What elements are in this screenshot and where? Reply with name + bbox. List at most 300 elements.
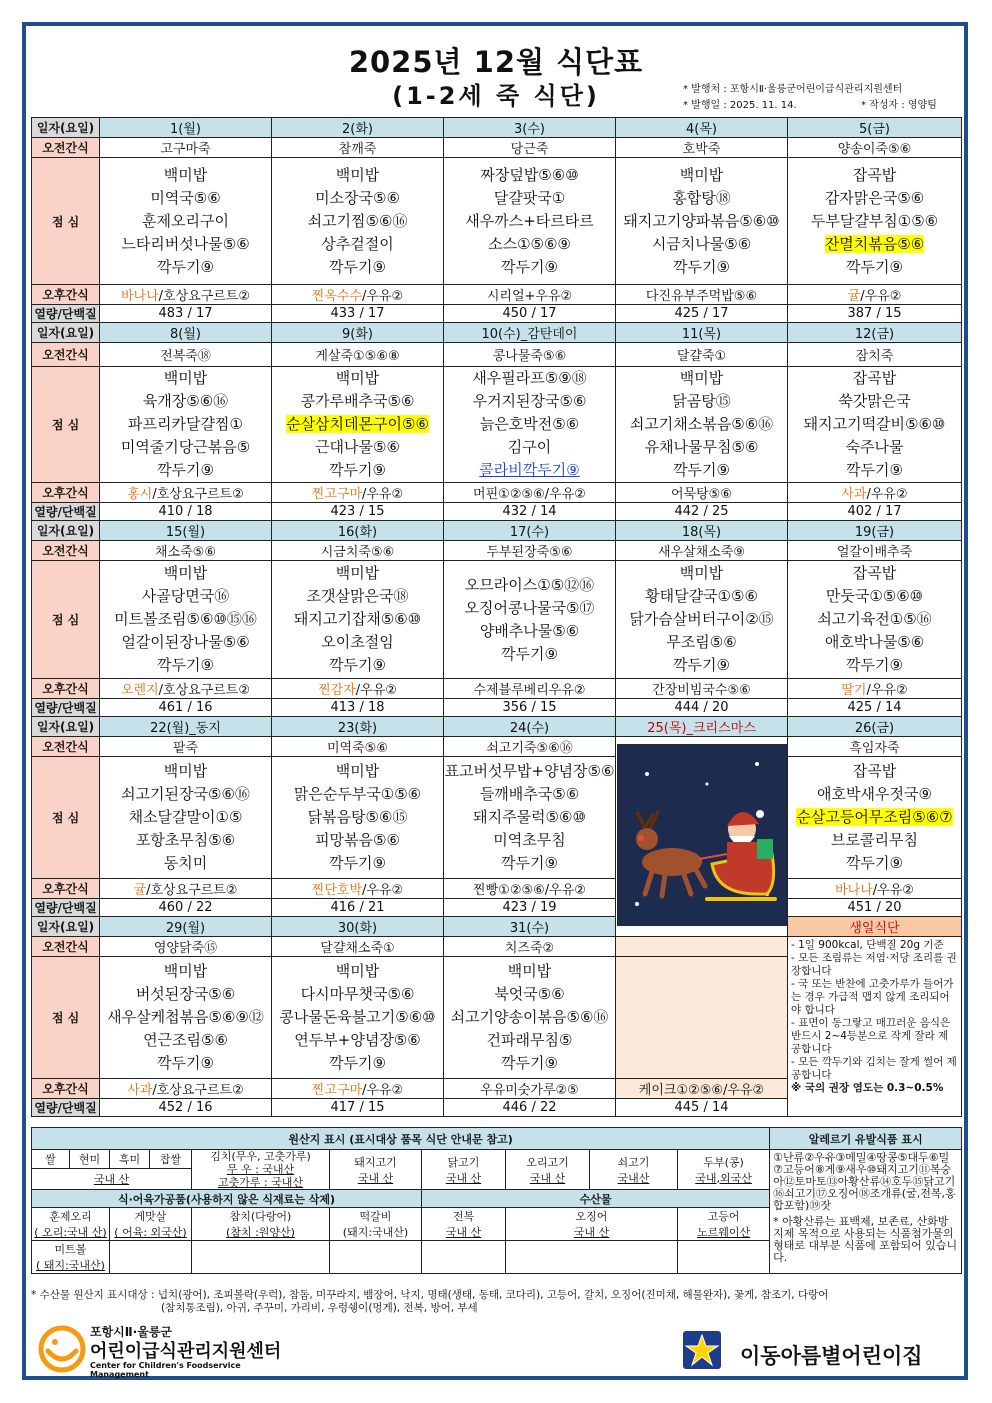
lunch-item [100, 983, 271, 1006]
empty-cell [678, 1241, 770, 1274]
lunch-menu [788, 367, 962, 483]
lunch-item [272, 960, 443, 983]
lunch-item [272, 1006, 443, 1029]
lunch-item [788, 233, 961, 256]
footnote-line2: (참치통조림), 아귀, 주꾸미, 가리비, 우렁쉥이(멍게), 전복, 방어, 부세 [161, 1302, 478, 1314]
lunch-item-text: 김구이 [507, 438, 552, 456]
pm-snack-fruit: 찐옥수수 [311, 289, 363, 304]
lunch-item [616, 585, 787, 608]
christmas-sleigh-icon [617, 744, 787, 926]
lunch-item [616, 210, 787, 233]
lunch-item [272, 760, 443, 783]
lunch-menu [616, 158, 788, 285]
lunch-item-text: 깍두기⑨ [846, 656, 903, 674]
lunch-item [272, 436, 443, 459]
lunch-item [788, 436, 961, 459]
center-logo [38, 1325, 298, 1379]
duck-label: 오리고기 [526, 1155, 569, 1169]
lunch-item [272, 608, 443, 631]
lunch-item-text: 새우까스+타르타르 [465, 211, 594, 230]
lunch-item-text: 백미밥 [163, 962, 208, 980]
allergy-note: * 아황산류는 표백제, 보존료, 산화방지제 목적으로 사용되는 식품첨가물의 형태로 대부분 식품에 포함되어 있습니다. [773, 1215, 958, 1264]
lunch-item-text: 백미밥 [163, 564, 208, 582]
publisher: * 발행처 : 포항시Ⅱ·울릉군어린이급식관리지원센터 [683, 84, 903, 95]
am-snack: 달걀죽① [616, 343, 788, 367]
pm-snack [444, 285, 616, 305]
lunch-menu [272, 957, 444, 1079]
am-snack: 영양닭죽⑮ [100, 937, 272, 957]
am-snack: 치즈죽② [444, 937, 616, 957]
lunch-item-text: 콩가루배추국⑤⑥ [300, 392, 415, 410]
lunch-item-text: 새우살케첩볶음⑤⑥⑨⑫ [107, 1008, 264, 1026]
lunch-item [444, 760, 615, 783]
allergy-info [770, 1150, 962, 1274]
lunch-item [272, 413, 443, 436]
calorie-protein: 356 / 15 [444, 699, 616, 717]
seafood-squid-value: 국내 산 [573, 1226, 610, 1239]
calorie-protein: 402 / 17 [788, 503, 962, 521]
lunch-item [100, 459, 271, 482]
lunch-item [100, 585, 271, 608]
lunch-item-text: 근대나물⑤⑥ [315, 438, 400, 456]
pm-snack [272, 879, 444, 899]
page-subtitle: (1-2세 죽 식단) [392, 82, 600, 110]
day-header: 9(화) [272, 323, 444, 343]
tofu-label: 두부(콩) [703, 1155, 744, 1169]
pm-snack-fruit: 사과 [127, 1083, 153, 1098]
processed-tteokgalbi [330, 1208, 422, 1241]
empty-cell [422, 1241, 506, 1274]
day-header: 25(목)_크리스마스 [616, 717, 788, 737]
lunch-item [272, 806, 443, 829]
processed-meatball-value: ( 돼지:국내산) [36, 1259, 105, 1272]
pork-value: 국내 산 [357, 1171, 394, 1185]
day-header: 2(화) [272, 118, 444, 138]
lunch-item [616, 562, 787, 585]
day-header: 26(금) [788, 717, 962, 737]
lunch-item-text: 깍두기⑨ [329, 257, 386, 276]
lunch-item-text: 양배추나물⑤⑥ [479, 621, 580, 640]
pm-snack-rest: /우유② [362, 883, 404, 898]
pm-snack [444, 1079, 616, 1099]
calorie-protein: 432 / 14 [444, 503, 616, 521]
lunch-item [100, 210, 271, 233]
seafood-title: 수산물 [422, 1190, 770, 1208]
lunch-item [616, 608, 787, 631]
kimchi-radish: 무 우 : 국내산 [226, 1163, 295, 1176]
lunch-item-text: 짜장덮밥⑤⑥⑩ [480, 165, 579, 184]
publish-date: * 발행일 : 2025. 11. 14. [683, 100, 797, 111]
daycare-name: 이동아름별어린이집 [740, 1344, 923, 1368]
lunch-menu [444, 367, 616, 483]
lunch-item [444, 983, 615, 1006]
lunch-item [100, 783, 271, 806]
lunch-item-text: 백미밥 [163, 165, 208, 184]
lunch-menu [100, 158, 272, 285]
pork-origin [330, 1150, 422, 1190]
pm-snack [788, 679, 962, 699]
lunch-item-text: 깍두기⑨ [501, 644, 558, 663]
pm-snack-fruit: 귤 [133, 883, 147, 898]
lunch-item [272, 367, 443, 390]
processed-duck-label: 훈제오리 [49, 1210, 92, 1223]
lunch-item-text: 파프리카달걀찜① [128, 415, 243, 433]
calorie-protein: 410 / 18 [100, 503, 272, 521]
lunch-item-text: 백미밥 [335, 962, 380, 980]
lunch-item [788, 852, 961, 875]
pm-snack-fruit: 찐고구마 [311, 1083, 363, 1098]
processed-tteokgalbi-label: 떡갈비 [359, 1210, 392, 1223]
grain-rice: 쌀 [32, 1150, 70, 1169]
lunch-item-text: 깍두기⑨ [329, 1054, 386, 1072]
lunch-item [788, 413, 961, 436]
lunch-item-text: 미역줄기당근볶음⑤ [120, 438, 251, 456]
pm-snack [616, 679, 788, 699]
pm-snack-rest: /우유② [355, 683, 397, 698]
am-snack: 두부된장죽⑤⑥ [444, 541, 616, 561]
christmas-image [616, 737, 788, 937]
pm-snack [616, 285, 788, 305]
lunch-item [100, 187, 271, 210]
lunch-item [616, 631, 787, 654]
lunch-menu [788, 757, 962, 879]
lunch-item-text: 오이초절임 [321, 633, 394, 651]
lunch-item [272, 783, 443, 806]
calorie-label: 열량/단백질 [32, 305, 100, 323]
lunch-item [444, 1052, 615, 1075]
processed-duck-value: ( 오리:국내 산) [34, 1226, 107, 1239]
calorie-protein: 416 / 21 [272, 899, 444, 917]
guide-note: - 1일 900kcal, 단백질 20g 기준 [791, 939, 944, 951]
seafood-abalone-label: 전복 [452, 1210, 475, 1223]
lunch-item-text: 백미밥 [163, 369, 208, 387]
am-snack: 시금치죽⑤⑥ [272, 541, 444, 561]
lunch-label: 점 심 [32, 561, 100, 679]
lunch-item [788, 459, 961, 482]
lunch-item [100, 367, 271, 390]
calorie-protein: 451 / 20 [788, 899, 962, 917]
lunch-item-text: 잡곡밥 [852, 564, 897, 582]
lunch-item [616, 654, 787, 677]
pm-snack-label: 오후간식 [32, 679, 100, 699]
lunch-item [100, 413, 271, 436]
pm-snack-rest: /우유② [362, 1083, 404, 1098]
lunch-item-text: 백미밥 [335, 165, 380, 184]
day-header: 11(목) [616, 323, 788, 343]
am-snack: 팥죽 [100, 737, 272, 757]
allergy-list: ①난류②우유③메밀④땅콩⑤대두⑥밀⑦고등어⑧게⑨새우⑩돼지고기⑪복숭아⑫토마토⑬아황산류⑭호두⑮닭고기⑯쇠고기⑰오징어⑱조개류(굴,전복,홍합포함)⑲잣 [773, 1151, 956, 1212]
lunch-item [272, 210, 443, 233]
lunch-item [100, 631, 271, 654]
kimchi-origin [192, 1150, 330, 1190]
kimchi-pepper: 고춧가루 : 국내산 [217, 1176, 304, 1189]
lunch-item-text: 달걀팟국① [493, 188, 566, 207]
day-header: 3(수) [444, 118, 616, 138]
lunch-item-text: 깍두기⑨ [157, 656, 214, 674]
lunch-item-text: 숙주나물 [845, 438, 904, 456]
day-header: 22(월)_동지 [100, 717, 272, 737]
lunch-item [788, 806, 961, 829]
lunch-item-text: 버섯된장국⑤⑥ [135, 985, 236, 1003]
beef-label: 쇠고기 [617, 1155, 650, 1169]
lunch-label: 점 심 [32, 158, 100, 285]
day-header: 30(화) [272, 917, 444, 937]
allergy-title: 알레르기 유발식품 표시 [770, 1128, 962, 1150]
lunch-item [100, 608, 271, 631]
pm-snack [100, 879, 272, 899]
lunch-item-text: 오므라이스①⑤⑫⑯ [464, 575, 595, 594]
pm-snack-rest: 수제블루베리우유② [473, 683, 586, 698]
lunch-item-text: 백미밥 [335, 762, 380, 780]
guide-note: - 표면이 동그랗고 매끄러운 음식은 반드시 2~4등분으로 작게 잘라 제공합니다 [791, 1017, 951, 1055]
processed-tuna [192, 1208, 330, 1241]
birthday-lunch-empty [616, 957, 788, 1079]
pm-snack-fruit: 귤 [847, 289, 861, 304]
pm-snack [444, 879, 616, 899]
pm-snack-rest: /우유② [866, 487, 908, 502]
day-header: 4(목) [616, 118, 788, 138]
lunch-menu [272, 158, 444, 285]
lunch-item-text: 깍두기⑨ [501, 1054, 558, 1072]
seafood-mackerel [678, 1208, 770, 1241]
lunch-item-text: 홍합탕⑱ [672, 188, 731, 207]
am-snack: 잠치죽 [788, 343, 962, 367]
calorie-protein: 444 / 20 [616, 699, 788, 717]
publish-info [683, 82, 937, 114]
processed-crab-label: 게맛살 [134, 1210, 167, 1223]
lunch-item-text: 얼갈이된장나물⑤⑥ [121, 633, 250, 651]
lunch-item-text: 표고버섯무밥+양념장⑤⑥ [444, 762, 615, 780]
calorie-label: 열량/단백질 [32, 503, 100, 521]
pm-snack-rest: 다진유부주먹밥⑤⑥ [645, 289, 758, 304]
pm-snack-label: 오후간식 [32, 879, 100, 899]
lunch-item-text: 닭가슴살버터구이②⑮ [629, 610, 774, 628]
lunch-item-text: 소스①⑤⑥⑨ [488, 234, 571, 253]
lunch-item [788, 164, 961, 187]
lunch-item [444, 459, 615, 482]
tofu-origin [678, 1150, 770, 1190]
lunch-item-text: 미트볼조림⑤⑥⑩⑮⑯ [114, 610, 257, 628]
lunch-item [100, 829, 271, 852]
am-snack: 쇠고기죽⑤⑥⑯ [444, 737, 616, 757]
processed-crab [110, 1208, 192, 1241]
lunch-item-text: 잡곡밥 [852, 369, 897, 387]
lunch-item [616, 256, 787, 279]
lunch-item-text: 동치미 [163, 854, 208, 872]
lunch-item [616, 413, 787, 436]
lunch-item [272, 233, 443, 256]
lunch-item [788, 562, 961, 585]
pm-snack-fruit: 홍시 [127, 487, 153, 502]
duck-origin [506, 1150, 590, 1190]
pm-snack [788, 483, 962, 503]
am-snack: 새우살채소죽⑨ [616, 541, 788, 561]
day-header: 1(월) [100, 118, 272, 138]
lunch-item-text: 깍두기⑨ [846, 854, 903, 872]
lunch-item [272, 390, 443, 413]
calorie-protein: 445 / 14 [616, 1099, 788, 1117]
lunch-item [100, 760, 271, 783]
pm-snack [100, 1079, 272, 1099]
lunch-item [100, 654, 271, 677]
birthday-am-empty [616, 937, 788, 957]
lunch-item-text: 피망볶음⑤⑥ [315, 831, 400, 849]
lunch-item [272, 164, 443, 187]
lunch-item-text: 미소장국⑤⑥ [315, 188, 400, 207]
day-header: 10(수)_감탄데이 [444, 323, 616, 343]
lunch-item-text: 쇠고기양송이볶음⑤⑥⑯ [450, 1008, 609, 1026]
day-header: 8(월) [100, 323, 272, 343]
lunch-item-text: 애호박나물⑤⑥ [824, 633, 925, 651]
calorie-protein: 413 / 18 [272, 699, 444, 717]
lunch-item [444, 413, 615, 436]
lunch-item-text: 순살고등어무조림⑤⑥⑦ [796, 808, 953, 826]
lunch-item [100, 436, 271, 459]
pm-snack-rest: /호상요구르트② [152, 1083, 244, 1098]
lunch-item-text: 쇠고기된장국⑤⑥⑯ [121, 785, 250, 803]
lunch-item-text: 깍두기⑨ [846, 257, 903, 276]
am-snack: 호박죽 [616, 138, 788, 158]
lunch-item [100, 1052, 271, 1075]
lunch-item-text: 애호박새우젓국⑨ [817, 785, 932, 803]
lunch-item [444, 367, 615, 390]
pm-snack-fruit: 딸기 [841, 683, 867, 698]
lunch-label: 점 심 [32, 757, 100, 879]
day-header: 18(목) [616, 521, 788, 541]
guide-note: ※ 국의 권장 염도는 0.3~0.5% [791, 1082, 944, 1094]
center-logo-line1: 포항시Ⅱ·울릉군 [90, 1325, 173, 1339]
pm-snack [272, 285, 444, 305]
pm-snack [100, 483, 272, 503]
lunch-item [100, 806, 271, 829]
lunch-item-text: 백미밥 [679, 165, 724, 184]
calorie-protein: 425 / 14 [788, 699, 962, 717]
processed-crab-value: ( 어육: 외국산) [114, 1226, 187, 1239]
pm-snack-rest: 케이크①②⑤⑥/우유② [638, 1083, 765, 1098]
lunch-item-text: 깍두기⑨ [157, 1054, 214, 1072]
lunch-item [444, 390, 615, 413]
pm-snack-fruit: 사과 [841, 487, 867, 502]
am-snack-label: 오전간식 [32, 541, 100, 561]
lunch-item-text: 쇠고기채소볶음⑤⑥⑯ [629, 415, 774, 433]
chicken-label: 닭고기 [447, 1155, 480, 1169]
writer: * 작성자 : 영양팀 [861, 100, 937, 111]
lunch-item [444, 597, 615, 620]
lunch-item [616, 233, 787, 256]
lunch-item-text: 우거지된장국⑤⑥ [472, 392, 587, 410]
pm-snack-rest: 어묵탕⑤⑥ [671, 487, 732, 502]
lunch-item [444, 436, 615, 459]
day-label: 일자(요일) [32, 323, 100, 343]
lunch-item [272, 459, 443, 482]
lunch-item [100, 852, 271, 875]
am-snack: 미역죽⑤⑥ [272, 737, 444, 757]
lunch-item-text: 깍두기⑨ [673, 656, 730, 674]
calorie-protein: 452 / 16 [100, 1099, 272, 1117]
guide-note: - 국 또는 반찬에 고춧가루가 들어가는 경우 가급적 맵지 않게 조리되어야 합니다 [791, 978, 954, 1016]
lunch-item-text: 만둣국①⑤⑥⑩ [825, 587, 924, 605]
calorie-protein: 433 / 17 [272, 305, 444, 323]
pm-snack-rest: /호상요구르트② [158, 683, 251, 698]
lunch-item-text: 시금치나물⑤⑥ [651, 234, 752, 253]
pm-snack [272, 483, 444, 503]
lunch-menu [100, 561, 272, 679]
pm-snack-fruit: 찐단호박 [311, 883, 363, 898]
lunch-menu [272, 757, 444, 879]
day-label: 일자(요일) [32, 521, 100, 541]
grain-black-rice: 흑미 [110, 1150, 150, 1169]
lunch-item [616, 187, 787, 210]
lunch-item [788, 367, 961, 390]
lunch-item-text: 백미밥 [679, 564, 724, 582]
day-label: 일자(요일) [32, 717, 100, 737]
pm-snack-label: 오후간식 [32, 483, 100, 503]
day-header: 29(월) [100, 917, 272, 937]
pm-snack [272, 679, 444, 699]
pm-snack-rest: /우유② [866, 683, 908, 698]
center-logo-line2: 어린이급식관리지원센터 [90, 1341, 282, 1362]
lunch-item [272, 983, 443, 1006]
pm-snack-rest: 찐빵①②⑤⑥/우유② [473, 883, 586, 898]
chicken-value: 국내 산 [445, 1171, 482, 1185]
pm-snack-rest: 간장비빔국수⑤⑥ [652, 683, 751, 698]
lunch-menu [272, 561, 444, 679]
lunch-item-text: 유채나물무침⑤⑥ [644, 438, 759, 456]
am-snack: 참깨죽 [272, 138, 444, 158]
lunch-item-text: 연근조림⑤⑥ [143, 1031, 228, 1049]
pm-snack-rest: /우유② [860, 289, 902, 304]
seafood-footnote [31, 1289, 961, 1315]
lunch-item-text: 백미밥 [335, 564, 380, 582]
lunch-item-text: 오징어콩나물국⑤⑰ [464, 598, 595, 617]
lunch-item [100, 562, 271, 585]
lunch-item [444, 210, 615, 233]
processed-meatball-label: 미트볼 [54, 1243, 87, 1256]
lunch-item [444, 852, 615, 875]
lunch-item [272, 852, 443, 875]
lunch-item [100, 390, 271, 413]
lunch-item-text: 깍두기⑨ [501, 257, 558, 276]
lunch-item-text: 백미밥 [163, 762, 208, 780]
lunch-item [788, 654, 961, 677]
empty-cell [110, 1241, 192, 1274]
lunch-item [788, 631, 961, 654]
center-logo-icon [38, 1325, 86, 1373]
lunch-item-text: 북엇국⑤⑥ [494, 985, 565, 1003]
am-snack: 달걀채소죽① [272, 937, 444, 957]
lunch-item-text: 미역국⑤⑥ [150, 188, 221, 207]
processed-duck [32, 1208, 110, 1241]
lunch-item [272, 187, 443, 210]
seafood-squid [506, 1208, 678, 1241]
pm-snack-fruit: 찐고구마 [311, 487, 363, 502]
lunch-item-text: 사골당면국⑯ [141, 587, 230, 605]
calorie-protein: 450 / 17 [444, 305, 616, 323]
lunch-item-text: 새우필라프⑤⑨⑱ [472, 369, 587, 387]
lunch-item [444, 829, 615, 852]
lunch-item-text: 깍두기⑨ [157, 461, 214, 479]
origin-table [31, 1127, 962, 1274]
pm-snack [788, 879, 962, 899]
calorie-label: 열량/단백질 [32, 699, 100, 717]
lunch-item [616, 459, 787, 482]
pm-snack [100, 285, 272, 305]
pm-snack [100, 679, 272, 699]
kimchi-label: 김치(무우, 고춧가루) [210, 1150, 311, 1163]
lunch-item [272, 631, 443, 654]
lunch-item-text: 잡곡밥 [852, 762, 897, 780]
am-snack-label: 오전간식 [32, 737, 100, 757]
